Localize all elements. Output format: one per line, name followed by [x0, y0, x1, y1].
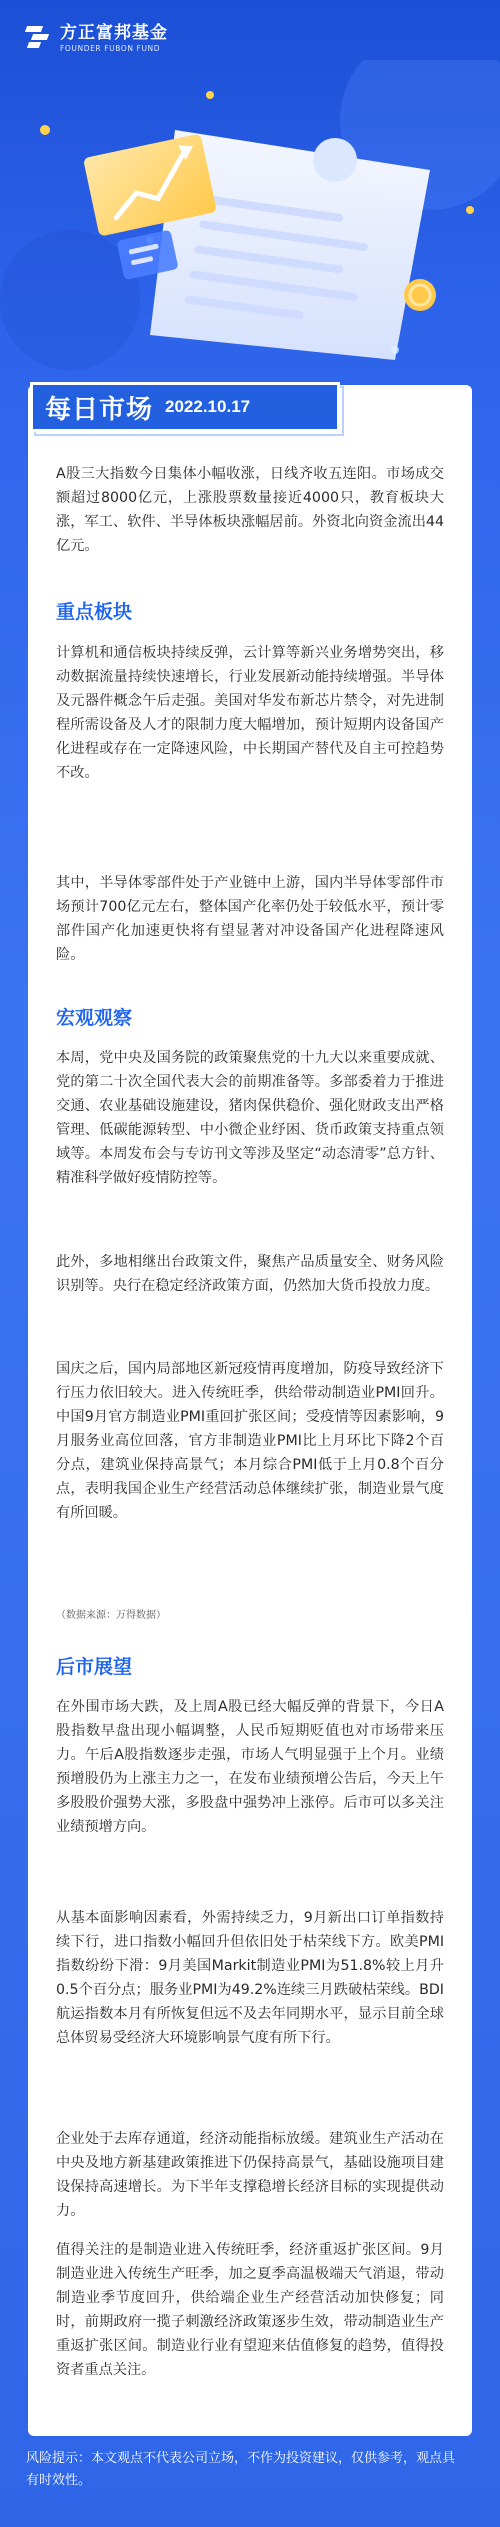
section-paragraph: 其中，半导体零部件处于产业链中上游，国内半导体零部件市场预计700亿元左右，整体国产化率仍处于较低水平，预计零部件国产化加速更快将有望显著对冲设备国产化进程降速风险。: [56, 875, 444, 963]
hero-illustration: [0, 60, 500, 390]
intro-paragraph: A股三大指数今日集体小幅收涨，日线齐收五连阳。市场成交额超过8000亿元，上涨股票数量接近4000只，教育板块大涨，军工、软件、半导体板块涨幅居前。外资北向资金流出44亿元。: [56, 466, 444, 554]
section-paragraph: 值得关注的是制造业进入传统旺季，经济重返扩张区间。9月制造业进入传统生产旺季，加之夏季高温极端天气消退，带动制造业季节度回升，供给端企业生产经营活动加快修复；同时，前期政府一揽子刺激经济政策逐步生效，带动制造业生产重返扩张区间。制造业行业有望迎来估值修复的趋势，值得投资者重点关注。: [56, 2242, 444, 2378]
decor-dot: [466, 206, 474, 214]
risk-notice: 风险提示：本文观点不代表公司立场，不作为投资建议，仅供参考，观点具有时效性。: [26, 2451, 456, 2488]
section-paragraph: 从基本面影响因素看，外需持续乏力，9月新出口订单指数持续下行，进口指数小幅回升但依旧处于枯荣线下方。欧美PMI指数纷纷下滑：9月美国Markit制造业PMI为51.8%较上月升0.5个百分点；服务业PMI为49.2%连续三月跌破枯荣线。BDI航运指数本月有所恢复但远不及去年同期水平，显示目前全球总体贸易受经济大环境影响景气度有所下行。: [56, 1910, 444, 2046]
section-heading-key-sectors: 重点板块: [56, 601, 133, 623]
decor-dot: [206, 91, 214, 99]
section-paragraph: 企业处于去库存通道，经济动能指标放缓。建筑业生产活动在中央及地方新基建政策推进下仍保持高景气，基础设施项目建设保持高速增长。为下半年支撑稳增长经济目标的实现提供动力。: [56, 2131, 444, 2219]
section-heading-macro: 宏观观察: [56, 1007, 133, 1029]
page-title: 每日市场: [45, 394, 154, 425]
section-paragraph: 本周，党中央及国务院的政策聚焦党的十九大以来重要成就、党的第二十次全国代表大会的前期准备等。多部委着力于推进交通、农业基础设施建设，猪肉保供稳价、强化财政支出严格管理、低碳能源转型、中小微企业纾困、货币政策支持重点领域等。本周发布会与专访刊文等涉及坚定“动态清零”总方针、精准科学做好疫情防控等。: [56, 1050, 444, 1186]
section-paragraph: 在外围市场大跌，及上周A股已经大幅反弹的背景下，今日A股指数早盘出现小幅调整，人民币短期贬值也对市场带来压力。午后A股指数逐步走强，市场人气明显强于上个月。业绩预增股仍为上涨主力之一，在发布业绩预增公告后，今天上午多股股价强势大涨，多股盘中强势冲上涨停。后市可以多关注业绩预增方向。: [56, 1699, 444, 1835]
logo-mark-icon: [26, 23, 52, 49]
page-date: 2022.10.17: [165, 397, 251, 416]
brand-name-en: FOUNDER FUBON FUND: [60, 44, 161, 53]
data-source-note: （数据来源：万得数据）: [56, 1610, 166, 1621]
decor-dot: [40, 125, 50, 135]
brand-name-cn: 方正富邦基金: [60, 23, 168, 43]
brand-logo: [26, 18, 168, 53]
section-heading-outlook: 后市展望: [56, 1656, 133, 1678]
section-paragraph: 此外，多地相继出台政策文件，聚焦产品质量安全、财务风险识别等。央行在稳定经济政策方面，仍然加大货币投放力度。: [56, 1254, 444, 1294]
title-tab: [30, 382, 340, 432]
section-paragraph: 计算机和通信板块持续反弹，云计算等新兴业务增势突出，移动数据流量持续快速增长，行业发展新动能持续增强。半导体及元器件概念午后走强。美国对华发布新芯片禁令，对先进制程所需设备及人才的限制力度大幅增加，预计短期内设备国产化进程或存在一定降速风险，中长期国产替代及自主可控趋势不改。: [56, 645, 444, 781]
section-paragraph: 国庆之后，国内局部地区新冠疫情再度增加，防疫导致经济下行压力依旧较大。进入传统旺季，供给带动制造业PMI回升。中国9月官方制造业PMI重回扩张区间；受疫情等因素影响，9月服务业高位回落，官方非制造业PMI比上月环比下降2个百分点，建筑业保持高景气；本月综合PMI低于上月0.8个百分点，表明我国企业生产经营活动总体继续扩张，制造业景气度有所回暖。: [56, 1361, 444, 1521]
